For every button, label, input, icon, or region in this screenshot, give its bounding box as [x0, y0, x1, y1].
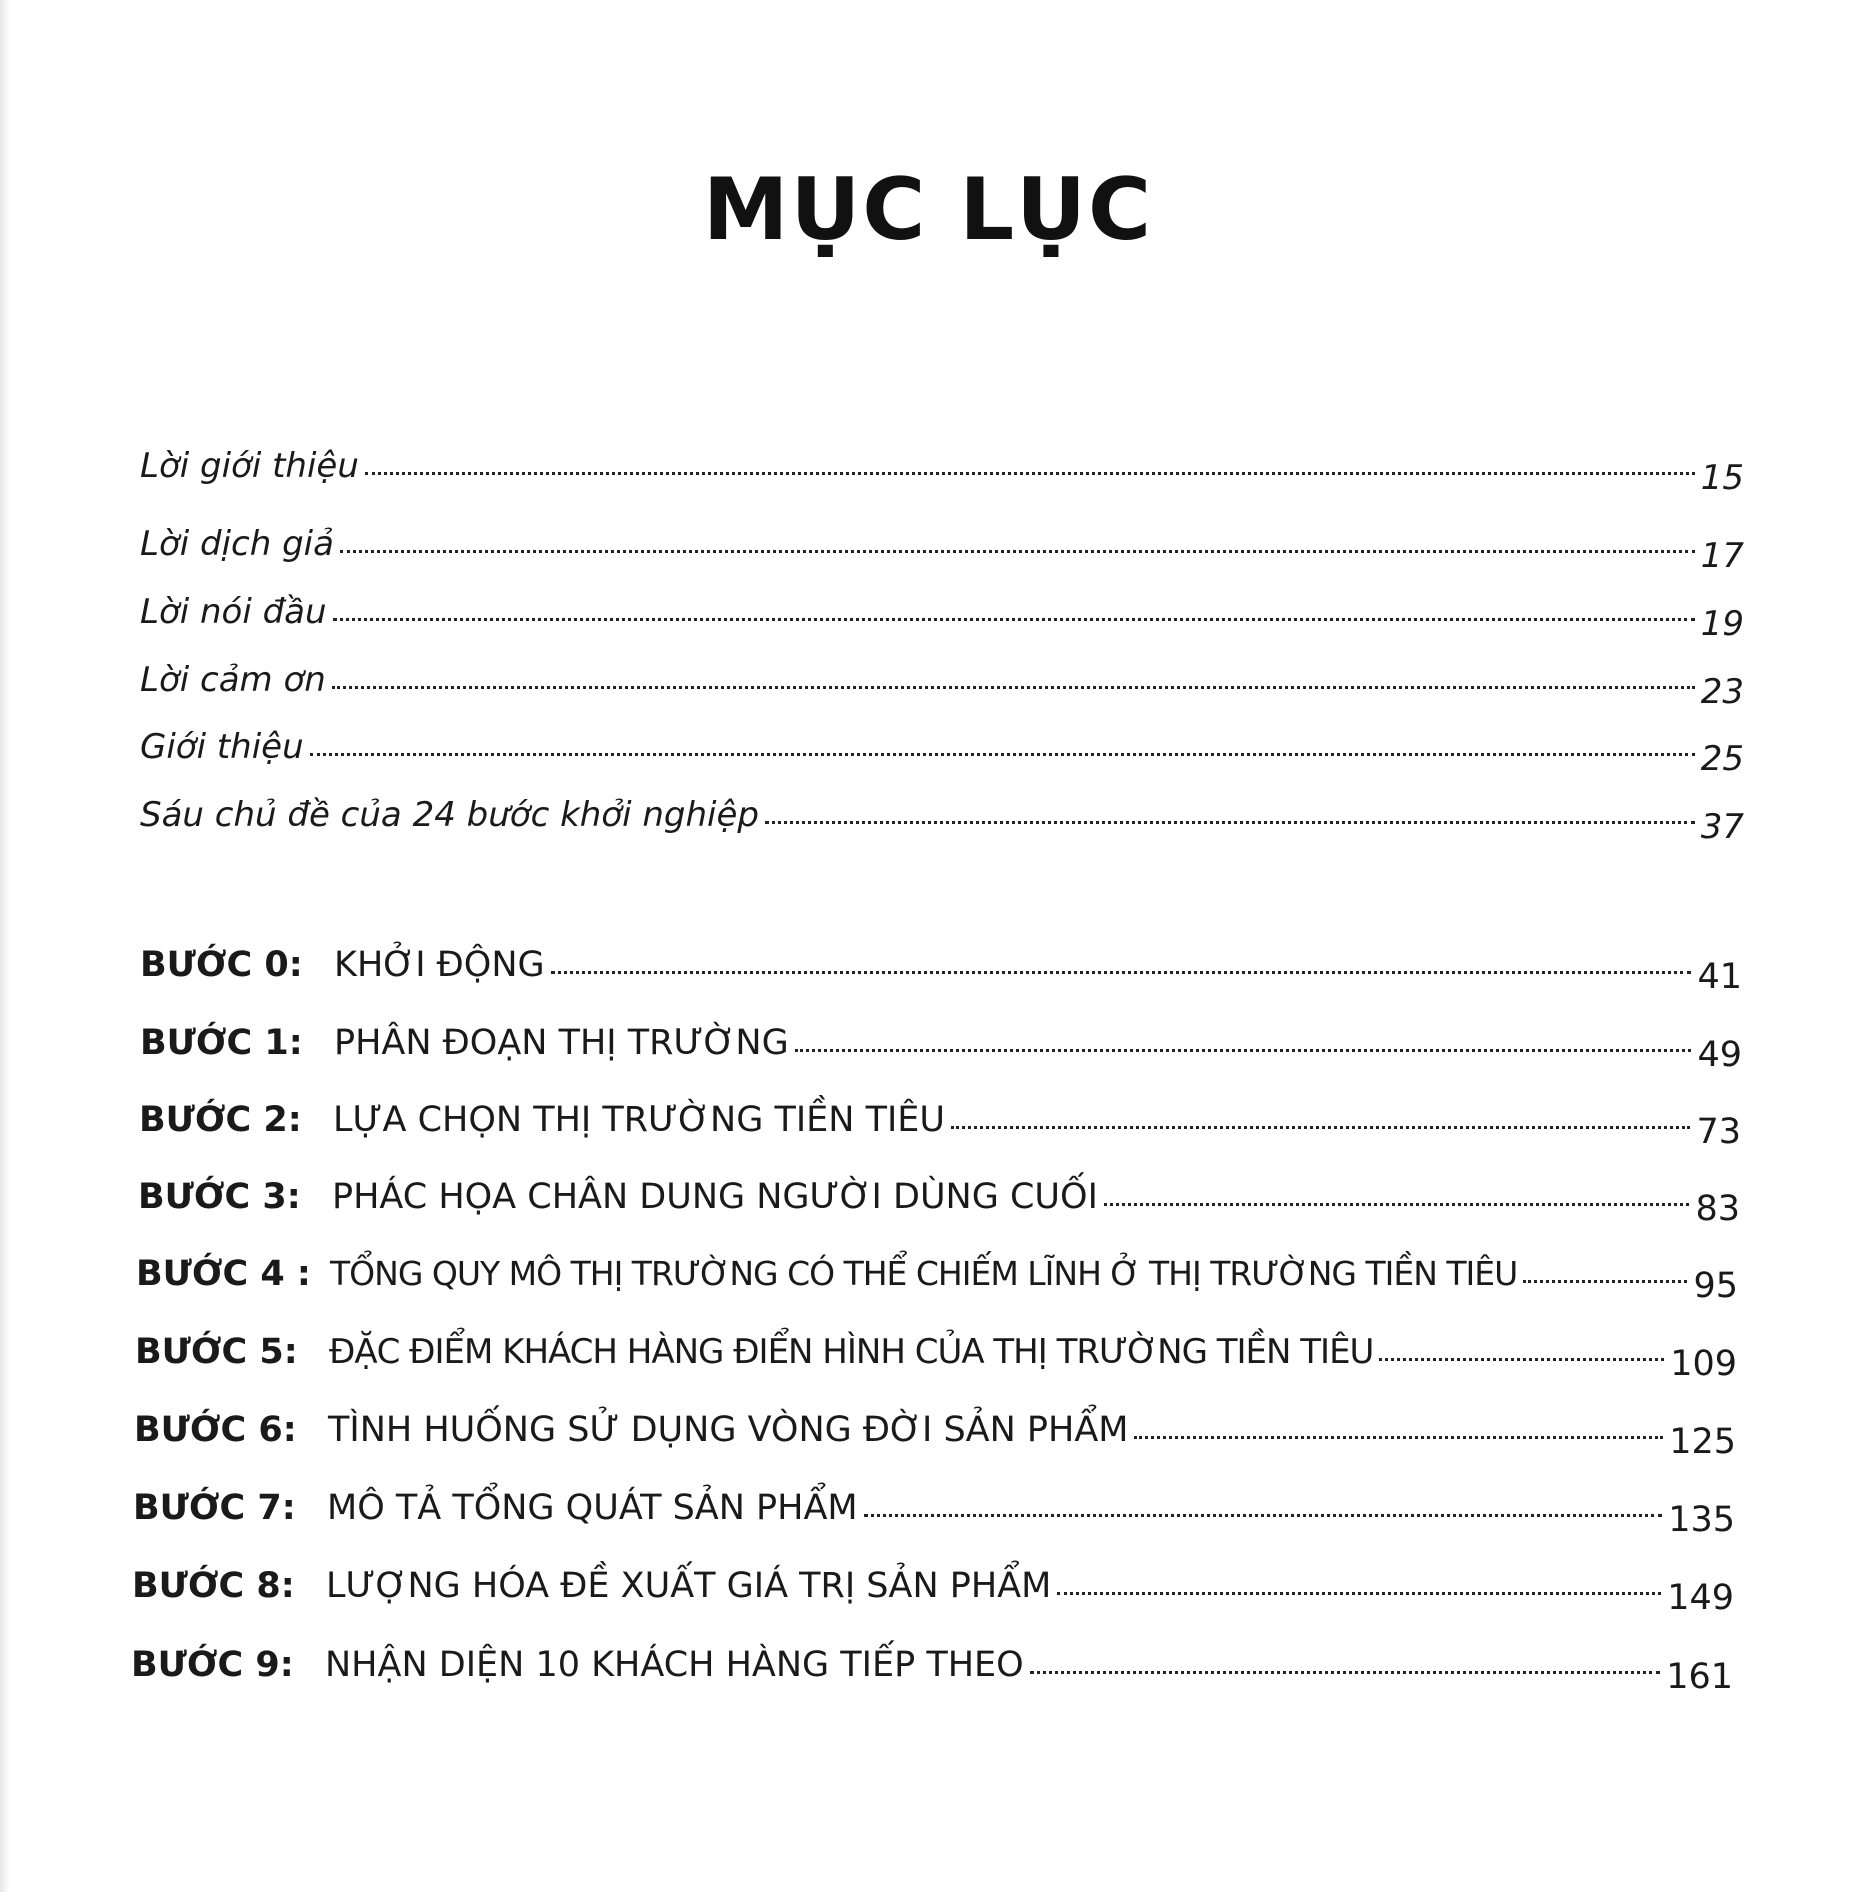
entry-title: TỔNG QUY MÔ THỊ TRƯỜNG CÓ THỂ CHIẾM LĨNH Ở THỊ TRƯỜNG TIỀN TIÊU [330, 1254, 1518, 1293]
step-label: BƯỚC 0: [140, 945, 303, 985]
entry-title: Lời giới thiệu [140, 446, 359, 486]
dot-leader [1523, 1280, 1687, 1283]
step-label: BƯỚC 7: [133, 1488, 296, 1528]
page-number: 49 [1697, 1035, 1742, 1075]
page-number: 135 [1668, 1500, 1735, 1540]
entry-title: ĐẶC ĐIỂM KHÁCH HÀNG ĐIỂN HÌNH CỦA THỊ TRƯỜNG TIỀN TIÊU [329, 1332, 1374, 1372]
toc-entry-front-2 [140, 590, 1744, 644]
step-label: BƯỚC 2: [139, 1100, 302, 1140]
page-number: 83 [1695, 1189, 1740, 1229]
toc-entry-step-3 [138, 1174, 1740, 1229]
dot-leader [333, 618, 1695, 621]
toc-entry-front-3 [140, 658, 1744, 712]
step-label: BƯỚC 9: [131, 1645, 294, 1685]
toc-entry-front-4 [140, 725, 1744, 779]
dot-leader [365, 472, 1695, 475]
page-number: 19 [1700, 604, 1744, 644]
step-label: BƯỚC 1: [140, 1023, 303, 1063]
page-number: 17 [1700, 536, 1744, 576]
page-title: MỤC LỤC [702, 160, 1154, 260]
toc-entry-step-1 [140, 1020, 1742, 1075]
entry-title: TÌNH HUỐNG SỬ DỤNG VÒNG ĐỜI SẢN PHẨM [328, 1410, 1129, 1450]
toc-entry-front-1 [140, 522, 1744, 576]
step-label: BƯỚC 6: [134, 1410, 297, 1450]
entry-title: NHẬN DIỆN 10 KHÁCH HÀNG TIẾP THEO [325, 1645, 1024, 1685]
page-number: 37 [1700, 807, 1744, 847]
toc-entry-front-0 [140, 444, 1744, 498]
toc-entry-step-6 [134, 1407, 1736, 1462]
dot-leader [795, 1049, 1692, 1052]
dot-leader [1104, 1203, 1690, 1206]
page-number: 73 [1696, 1112, 1741, 1152]
entry-title: Lời cảm ơn [140, 660, 326, 700]
page-number: 149 [1667, 1578, 1734, 1618]
toc-entry-step-9 [131, 1642, 1733, 1697]
page-number: 25 [1700, 739, 1744, 779]
dot-leader [864, 1514, 1663, 1517]
page-number: 23 [1700, 672, 1744, 712]
toc-entry-step-8 [132, 1563, 1734, 1618]
entry-title: PHÂN ĐOẠN THỊ TRƯỜNG [334, 1023, 789, 1063]
dot-leader [765, 821, 1695, 824]
step-label: BƯỚC 5: [135, 1332, 298, 1372]
step-label: BƯỚC 8: [132, 1566, 295, 1606]
toc-entry-step-2 [139, 1097, 1741, 1152]
page-number: 161 [1666, 1657, 1733, 1697]
dot-leader [551, 971, 1692, 974]
entry-title: Giới thiệu [140, 727, 304, 767]
toc-entry-step-0 [140, 942, 1742, 997]
dot-leader [310, 753, 1695, 756]
page-number: 41 [1697, 957, 1742, 997]
entry-title: Lời dịch giả [140, 524, 334, 564]
page-number: 109 [1670, 1344, 1737, 1384]
page-number: 95 [1693, 1266, 1738, 1306]
dot-leader [1379, 1358, 1664, 1361]
entry-title: PHÁC HỌA CHÂN DUNG NGƯỜI DÙNG CUỐI [332, 1177, 1098, 1217]
dot-leader [332, 686, 1695, 689]
entry-title: Lời nói đầu [140, 592, 327, 632]
toc-entry-front-5 [140, 793, 1744, 847]
entry-title: KHỞI ĐỘNG [334, 945, 545, 985]
toc-entry-step-4 [136, 1251, 1738, 1306]
dot-leader [1057, 1592, 1661, 1595]
entry-title: LƯỢNG HÓA ĐỀ XUẤT GIÁ TRỊ SẢN PHẨM [326, 1566, 1052, 1606]
entry-title: LỰA CHỌN THỊ TRƯỜNG TIỀN TIÊU [333, 1100, 946, 1140]
dot-leader [951, 1126, 1690, 1129]
entry-title: MÔ TẢ TỔNG QUÁT SẢN PHẨM [327, 1488, 858, 1528]
dot-leader [1030, 1671, 1661, 1674]
step-label: BƯỚC 4 : [136, 1254, 311, 1294]
step-label: BƯỚC 3: [138, 1177, 301, 1217]
entry-title: Sáu chủ đề của 24 bước khởi nghiệp [140, 795, 759, 835]
dot-leader [1134, 1436, 1663, 1439]
page-number: 15 [1700, 458, 1744, 498]
toc-entry-step-5 [135, 1329, 1737, 1384]
dot-leader [340, 550, 1695, 553]
toc-entry-step-7 [133, 1485, 1735, 1540]
page-number: 125 [1669, 1422, 1736, 1462]
